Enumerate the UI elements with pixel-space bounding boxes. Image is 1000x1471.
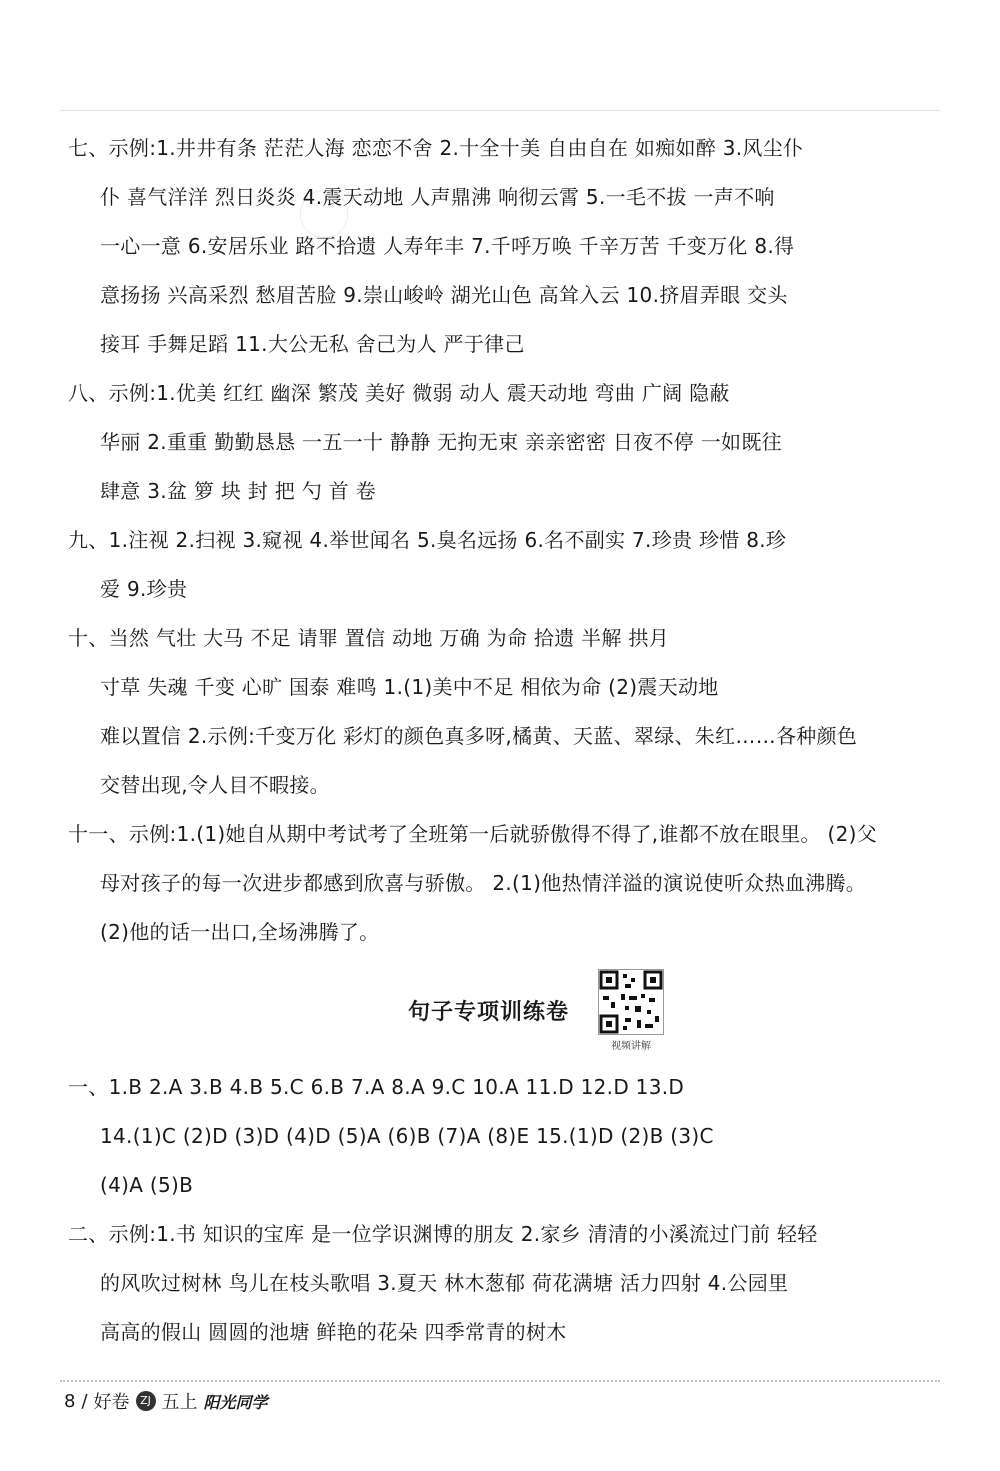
sentence-answer-2-1: 二、示例:1.书 知识的宝库 是一位学识渊博的朋友 2.家乡 清清的小溪流过门前 轻轻 bbox=[68, 1222, 818, 1246]
answer-line-7-5: 接耳 手舞足蹈 11.大公无私 舍己为人 严于律己 bbox=[100, 332, 525, 356]
book-name: 好卷 bbox=[93, 1392, 130, 1413]
answer-line-7-4: 意扬扬 兴高采烈 愁眉苦脸 9.崇山峻岭 湖光山色 高耸入云 10.挤眉弄眼 交头 bbox=[100, 283, 788, 307]
answer-line-7-2: 仆 喜气洋洋 烈日炎炎 4.震天动地 人声鼎沸 响彻云霄 5.一毛不拔 一声不响 bbox=[100, 185, 775, 209]
answer-line-8-2: 华丽 2.重重 勤勤恳恳 一五一十 静静 无拘无束 亲亲密密 日夜不停 一如既往 bbox=[100, 430, 782, 454]
footer-separator: / bbox=[81, 1390, 88, 1412]
answer-line-8-3: 肆意 3.盆 箩 块 封 把 勺 首 卷 bbox=[100, 479, 376, 503]
answer-line-11-3: (2)他的话一出口,全场沸腾了。 bbox=[100, 920, 380, 944]
top-rule bbox=[60, 110, 940, 111]
answer-line-9-1: 九、1.注视 2.扫视 3.窥视 4.举世闻名 5.臭名远扬 6.名不副实 7.珍贵 珍惜 8.珍 bbox=[68, 528, 787, 552]
sentence-answer-2-2: 的风吹过树林 鸟儿在枝头歌唱 3.夏天 林木葱郁 荷花满塘 活力四射 4.公园里 bbox=[100, 1271, 789, 1295]
grade-label: 五上 bbox=[161, 1392, 198, 1413]
sentence-answer-1-1: 一、1.B 2.A 3.B 4.B 5.C 6.B 7.A 8.A 9.C 10.A 11.D 12.D 13.D bbox=[68, 1075, 685, 1099]
qr-code-icon[interactable] bbox=[598, 969, 664, 1035]
qr-caption: 视频讲解 bbox=[611, 1041, 651, 1052]
answer-content bbox=[68, 124, 928, 1357]
edition-badge-icon: ZJ bbox=[136, 1391, 156, 1411]
answer-line-8-1: 八、示例:1.优美 红红 幽深 繁茂 美好 微弱 动人 震天动地 弯曲 广阔 隐蔽 bbox=[68, 381, 730, 405]
answer-line-10-3: 难以置信 2.示例:千变万化 彩灯的颜色真多呀,橘黄、天蓝、翠绿、朱红……各种颜色 bbox=[100, 724, 858, 748]
answer-line-7-3: 一心一意 6.安居乐业 路不拾遗 人寿年丰 7.千呼万唤 千辛万苦 千变万化 8.得 bbox=[100, 234, 795, 258]
sentence-answer-1-2: 14.(1)C (2)D (3)D (4)D (5)A (6)B (7)A (8)E 15.(1)D (2)B (3)C bbox=[100, 1124, 714, 1148]
sentence-answer-2-3: 高高的假山 圆圆的池塘 鲜艳的花朵 四季常青的树木 bbox=[100, 1320, 567, 1344]
sentence-answer-1-3: (4)A (5)B bbox=[100, 1173, 194, 1197]
answer-line-10-2: 寸草 失魂 千变 心旷 国泰 难鸣 1.(1)美中不足 相依为命 (2)震天动地 bbox=[100, 675, 719, 699]
page-footer bbox=[64, 1388, 268, 1414]
answer-line-11-1: 十一、示例:1.(1)她自从期中考试考了全班第一后就骄傲得不得了,谁都不放在眼里。 (2)父 bbox=[68, 822, 877, 846]
answer-line-11-2: 母对孩子的每一次进步都感到欣喜与骄傲。 2.(1)他热情洋溢的演说使听众热血沸腾。 bbox=[100, 871, 867, 895]
section-header bbox=[68, 963, 928, 1063]
answer-line-10-1: 十、当然 气壮 大马 不足 请罪 置信 动地 万确 为命 拾遗 半解 拱月 bbox=[68, 626, 670, 650]
section-title: 句子专项训练卷 bbox=[408, 1000, 570, 1025]
bottom-rule bbox=[60, 1380, 940, 1382]
answer-line-7-1: 七、示例:1.井井有条 茫茫人海 恋恋不舍 2.十全十美 自由自在 如痴如醉 3.风尘仆 bbox=[68, 136, 804, 160]
answer-line-10-4: 交替出现,令人目不暇接。 bbox=[100, 773, 330, 797]
page-number: 8 bbox=[64, 1390, 76, 1412]
answer-line-9-2: 爱 9.珍贵 bbox=[100, 577, 188, 601]
brand-logo: 阳光同学 bbox=[203, 1392, 268, 1412]
